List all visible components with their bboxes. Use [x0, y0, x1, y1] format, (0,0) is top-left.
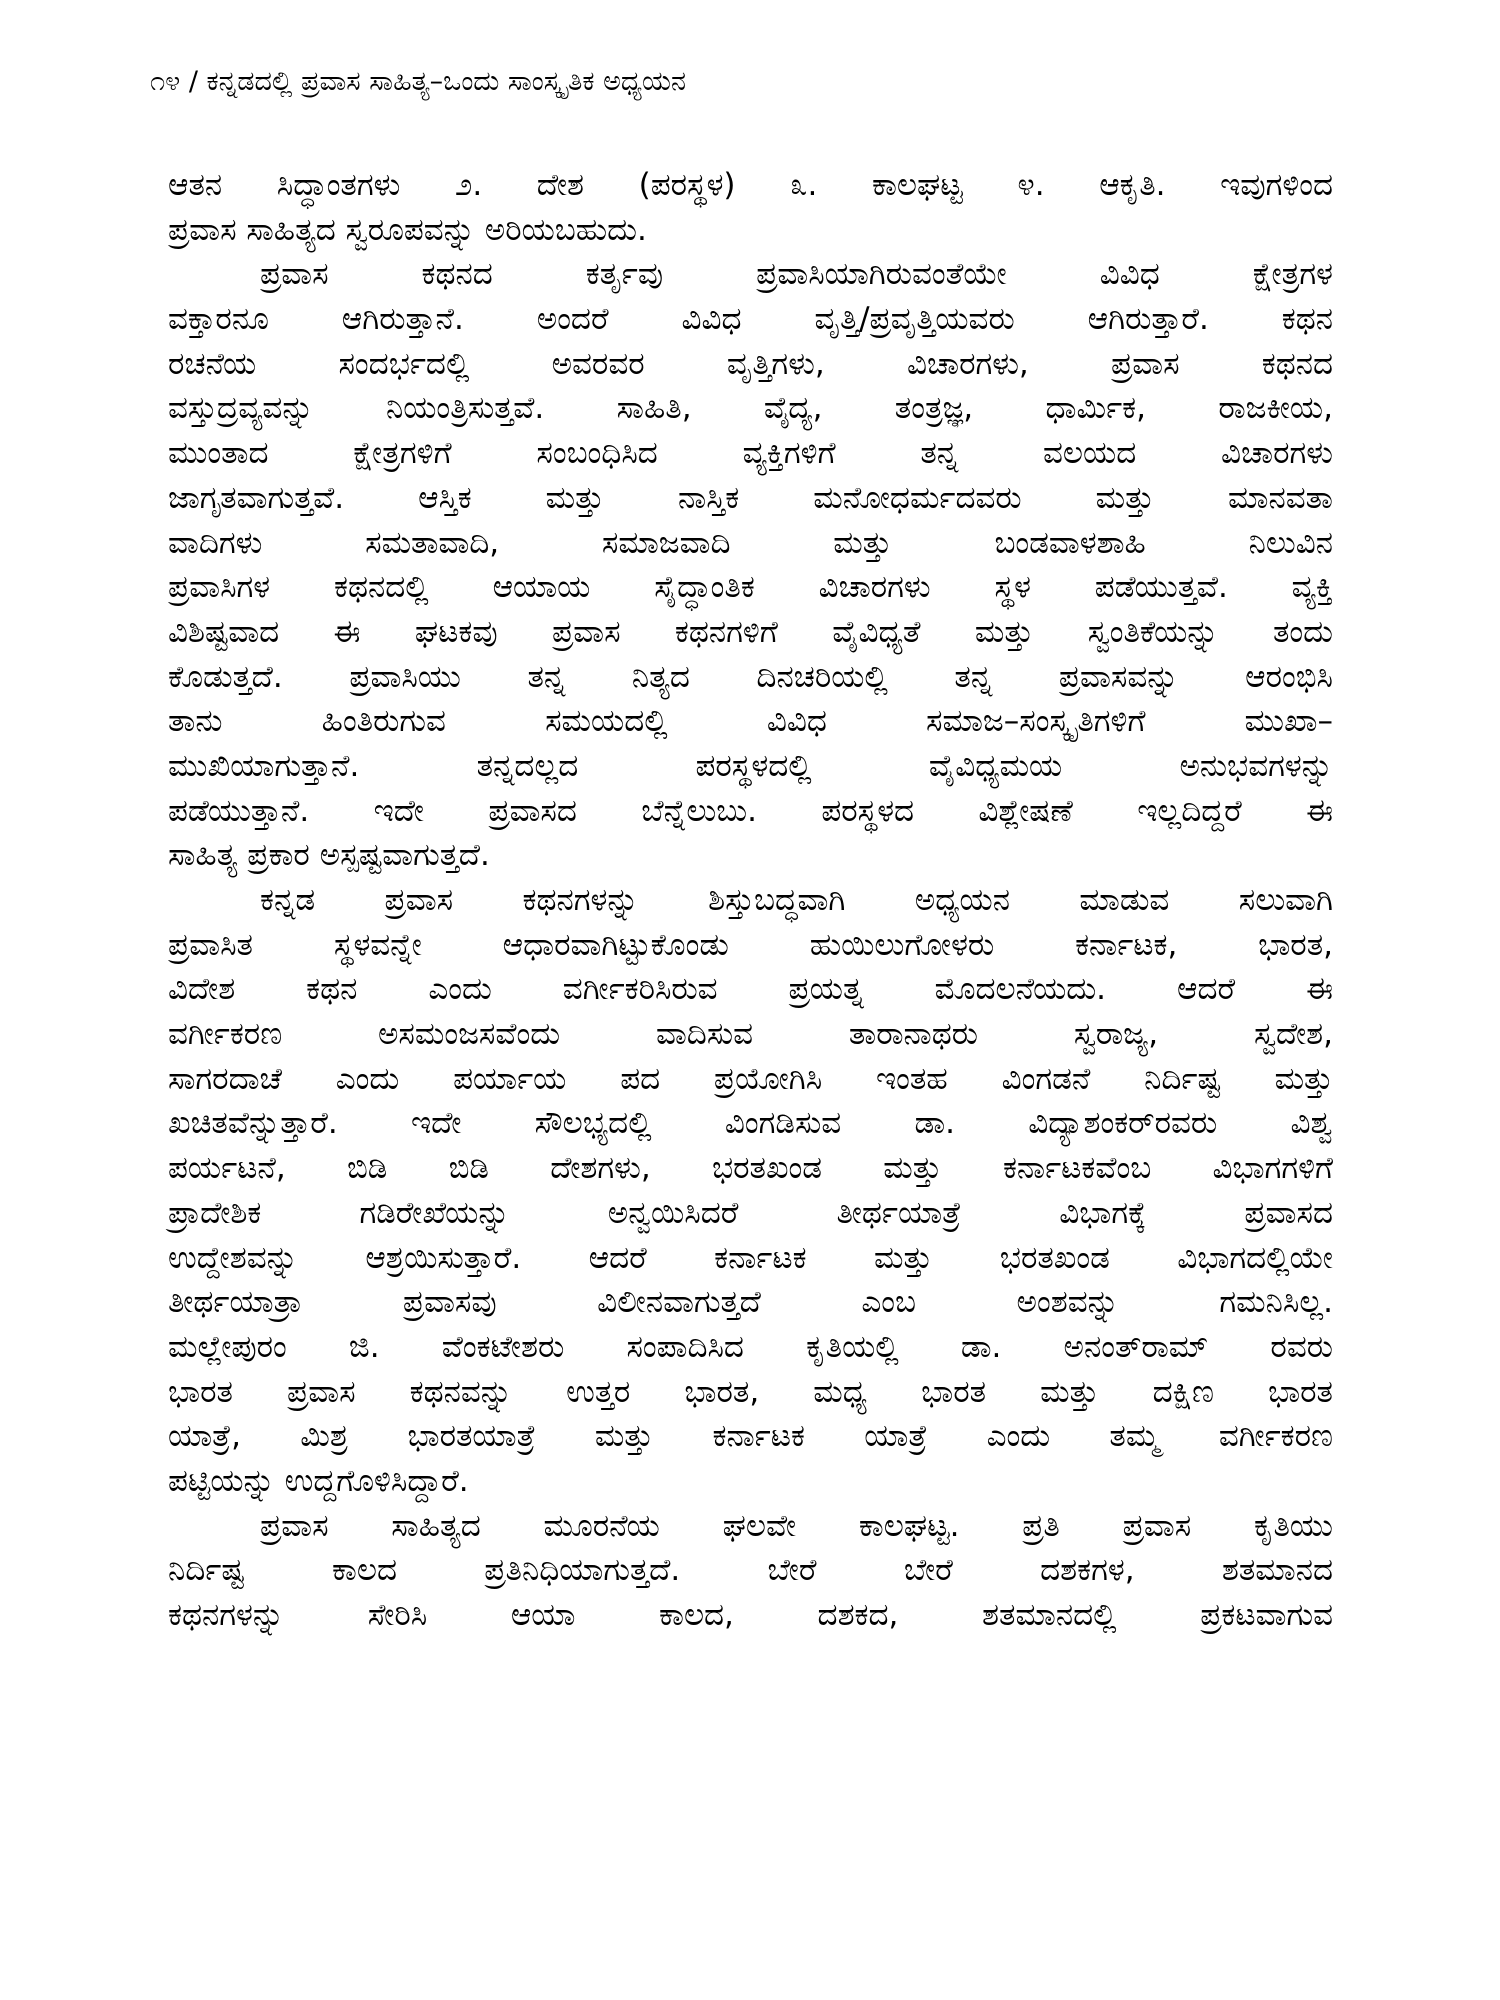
text-line: ಆತನ ಸಿದ್ಧಾಂತಗಳು ೨. ದೇಶ (ಪರಸ್ಥಳ) ೩. ಕಾಲಘಟ್ಟ ೪. ಆಕೃತಿ. ಇವುಗಳಿಂದ: [168, 167, 1333, 203]
text-line: ವರ್ಗೀಕರಣ ಅಸಮಂಜಸವೆಂದು ವಾದಿಸುವ ತಾರಾನಾಥರು ಸ್ವರಾಜ್ಯ, ಸ್ವದೇಶ,: [168, 1016, 1333, 1053]
text-line: ಕನ್ನಡ ಪ್ರವಾಸ ಕಥನಗಳನ್ನು ಶಿಸ್ತುಬದ್ಧವಾಗಿ ಅಧ್ಯಯನ ಮಾಡುವ ಸಲುವಾಗಿ: [260, 882, 1333, 918]
text-line: ಸಾಹಿತ್ಯ ಪ್ರಕಾರ ಅಸ್ಪಷ್ಟವಾಗುತ್ತದೆ.: [168, 837, 490, 874]
text-line: ಕೊಡುತ್ತದೆ. ಪ್ರವಾಸಿಯು ತನ್ನ ನಿತ್ಯದ ದಿನಚರಿಯಲ್ಲಿ ತನ್ನ ಪ್ರವಾಸವನ್ನು ಆರಂಭಿಸಿ: [168, 658, 1333, 695]
text-line: ಪರ್ಯಟನೆ, ಬಿಡಿ ಬಿಡಿ ದೇಶಗಳು, ಭರತಖಂಡ ಮತ್ತು ಕರ್ನಾಟಕವೆಂಬ ವಿಭಾಗಗಳಿಗೆ: [168, 1150, 1333, 1187]
text-line: ತೀರ್ಥಯಾತ್ರಾ ಪ್ರವಾಸವು ವಿಲೀನವಾಗುತ್ತದೆ ಎಂಬ ಅಂಶವನ್ನು ಗಮನಿಸಿಲ್ಲ.: [168, 1284, 1333, 1321]
text-line: ಮಲ್ಲೇಪುರಂ ಜಿ. ವೆಂಕಟೇಶರು ಸಂಪಾದಿಸಿದ ಕೃತಿಯಲ್ಲಿ ಡಾ. ಅನಂತ್‌ರಾಮ್ ರವರು: [168, 1328, 1333, 1365]
text-line: ಪ್ರವಾಸ ಸಾಹಿತ್ಯದ ಸ್ವರೂಪವನ್ನು ಅರಿಯಬಹುದು.: [168, 211, 647, 248]
text-line: ತಾನು ಹಿಂತಿರುಗುವ ಸಮಯದಲ್ಲಿ ವಿವಿಧ ಸಮಾಜ–ಸಂಸ್ಕೃತಿಗಳಿಗೆ ಮುಖಾ–: [168, 703, 1333, 740]
text-line: ಉದ್ದೇಶವನ್ನು ಆಶ್ರಯಿಸುತ್ತಾರೆ. ಆದರೆ ಕರ್ನಾಟಕ ಮತ್ತು ಭರತಖಂಡ ವಿಭಾಗದಲ್ಲಿಯೇ: [168, 1239, 1333, 1276]
text-line: ಪಡೆಯುತ್ತಾನೆ. ಇದೇ ಪ್ರವಾಸದ ಬೆನ್ನೆಲುಬು. ಪರಸ್ಥಳದ ವಿಶ್ಲೇಷಣೆ ಇಲ್ಲದಿದ್ದರೆ ಈ: [168, 792, 1333, 829]
text-line: ಭಾರತ ಪ್ರವಾಸ ಕಥನವನ್ನು ಉತ್ತರ ಭಾರತ, ಮಧ್ಯ ಭಾರತ ಮತ್ತು ದಕ್ಷಿಣ ಭಾರತ: [168, 1373, 1333, 1410]
text-line: ಮುಂತಾದ ಕ್ಷೇತ್ರಗಳಿಗೆ ಸಂಬಂಧಿಸಿದ ವ್ಯಕ್ತಿಗಳಿಗೆ ತನ್ನ ವಲಯದ ವಿಚಾರಗಳು: [168, 435, 1333, 472]
text-line: ಮುಖಿಯಾಗುತ್ತಾನೆ. ತನ್ನದಲ್ಲದ ಪರಸ್ಥಳದಲ್ಲಿ ವೈವಿಧ್ಯಮಯ ಅನುಭವಗಳನ್ನು: [168, 747, 1333, 784]
text-line: ವಕ್ತಾರನೂ ಆಗಿರುತ್ತಾನೆ. ಅಂದರೆ ವಿವಿಧ ವೃತ್ತಿ/ಪ್ರವೃತ್ತಿಯವರು ಆಗಿರುತ್ತಾರೆ. ಕಥನ: [168, 301, 1333, 338]
text-line: ನಿರ್ದಿಷ್ಟ ಕಾಲದ ಪ್ರತಿನಿಧಿಯಾಗುತ್ತದೆ. ಬೇರೆ ಬೇರೆ ದಶಕಗಳ, ಶತಮಾನದ: [168, 1552, 1333, 1589]
text-line: ಪ್ರವಾಸ ಕಥನದ ಕರ್ತೃವು ಪ್ರವಾಸಿಯಾಗಿರುವಂತೆಯೇ ವಿವಿಧ ಕ್ಷೇತ್ರಗಳ: [260, 256, 1333, 293]
text-line: ಖಚಿತವೆನ್ನುತ್ತಾರೆ. ಇದೇ ಸೌಲಭ್ಯದಲ್ಲಿ ವಿಂಗಡಿಸುವ ಡಾ. ವಿದ್ಯಾಶಂಕರ್‌ರವರು ವಿಶ್ವ: [168, 1105, 1333, 1142]
text-line: ವಾದಿಗಳು ಸಮತಾವಾದಿ, ಸಮಾಜವಾದಿ ಮತ್ತು ಬಂಡವಾಳಶಾಹಿ ನಿಲುವಿನ: [168, 524, 1333, 561]
body-text: [168, 163, 1333, 1638]
running-header: ೧೪ / ಕನ್ನಡದಲ್ಲಿ ಪ್ರವಾಸ ಸಾಹಿತ್ಯ–ಒಂದು ಸಾಂಸ್ಕೃತಿಕ ಅಧ್ಯಯನ: [150, 66, 686, 97]
text-line: ವಸ್ತುದ್ರವ್ಯವನ್ನು ನಿಯಂತ್ರಿಸುತ್ತವೆ. ಸಾಹಿತಿ, ವೈದ್ಯ, ತಂತ್ರಜ್ಞ, ಧಾರ್ಮಿಕ, ರಾಜಕೀಯ,: [168, 390, 1333, 427]
text-line: ರಚನೆಯ ಸಂದರ್ಭದಲ್ಲಿ ಅವರವರ ವೃತ್ತಿಗಳು, ವಿಚಾರಗಳು, ಪ್ರವಾಸ ಕಥನದ: [168, 345, 1333, 382]
text-line: ಯಾತ್ರೆ, ಮಿಶ್ರ ಭಾರತಯಾತ್ರೆ ಮತ್ತು ಕರ್ನಾಟಕ ಯಾತ್ರೆ ಎಂದು ತಮ್ಮ ವರ್ಗೀಕರಣ: [168, 1418, 1333, 1455]
text-line: ವಿಶಿಷ್ಟವಾದ ಈ ಘಟಕವು ಪ್ರವಾಸ ಕಥನಗಳಿಗೆ ವೈವಿಧ್ಯತೆ ಮತ್ತು ಸ್ವಂತಿಕೆಯನ್ನು ತಂದು: [168, 613, 1333, 650]
text-line: ಪ್ರವಾಸಿತ ಸ್ಥಳವನ್ನೇ ಆಧಾರವಾಗಿಟ್ಟುಕೊಂಡು ಹುಯಿಲುಗೋಳರು ಕರ್ನಾಟಕ, ಭಾರತ,: [168, 926, 1333, 963]
text-line: ಪ್ರವಾಸಿಗಳ ಕಥನದಲ್ಲಿ ಆಯಾಯ ಸೈದ್ಧಾಂತಿಕ ವಿಚಾರಗಳು ಸ್ಥಳ ಪಡೆಯುತ್ತವೆ. ವ್ಯಕ್ತಿ: [168, 569, 1333, 606]
text-line: ಕಥನಗಳನ್ನು ಸೇರಿಸಿ ಆಯಾ ಕಾಲದ, ದಶಕದ, ಶತಮಾನದಲ್ಲಿ ಪ್ರಕಟವಾಗುವ: [168, 1597, 1333, 1633]
text-line: ಸಾಗರದಾಚೆ ಎಂದು ಪರ್ಯಾಯ ಪದ ಪ್ರಯೋಗಿಸಿ ಇಂತಹ ವಿಂಗಡನೆ ನಿರ್ದಿಷ್ಟ ಮತ್ತು: [168, 1060, 1333, 1097]
text-line: ಪಟ್ಟಿಯನ್ನು ಉದ್ದಗೊಳಿಸಿದ್ದಾರೆ.: [168, 1462, 469, 1499]
text-line: ಪ್ರವಾಸ ಸಾಹಿತ್ಯದ ಮೂರನೆಯ ಘಲವೇ ಕಾಲಘಟ್ಟ. ಪ್ರತಿ ಪ್ರವಾಸ ಕೃತಿಯು: [260, 1507, 1333, 1544]
text-line: ವಿದೇಶ ಕಥನ ಎಂದು ವರ್ಗೀಕರಿಸಿರುವ ಪ್ರಯತ್ನ ಮೊದಲನೆಯದು. ಆದರೆ ಈ: [168, 971, 1333, 1008]
text-line: ಜಾಗೃತವಾಗುತ್ತವೆ. ಆಸ್ತಿಕ ಮತ್ತು ನಾಸ್ತಿಕ ಮನೋಧರ್ಮದವರು ಮತ್ತು ಮಾನವತಾ: [168, 479, 1333, 516]
text-line: ಪ್ರಾದೇಶಿಕ ಗಡಿರೇಖೆಯನ್ನು ಅನ್ವಯಿಸಿದರೆ ತೀರ್ಥಯಾತ್ರೆ ವಿಭಾಗಕ್ಕೆ ಪ್ರವಾಸದ: [168, 1194, 1333, 1231]
